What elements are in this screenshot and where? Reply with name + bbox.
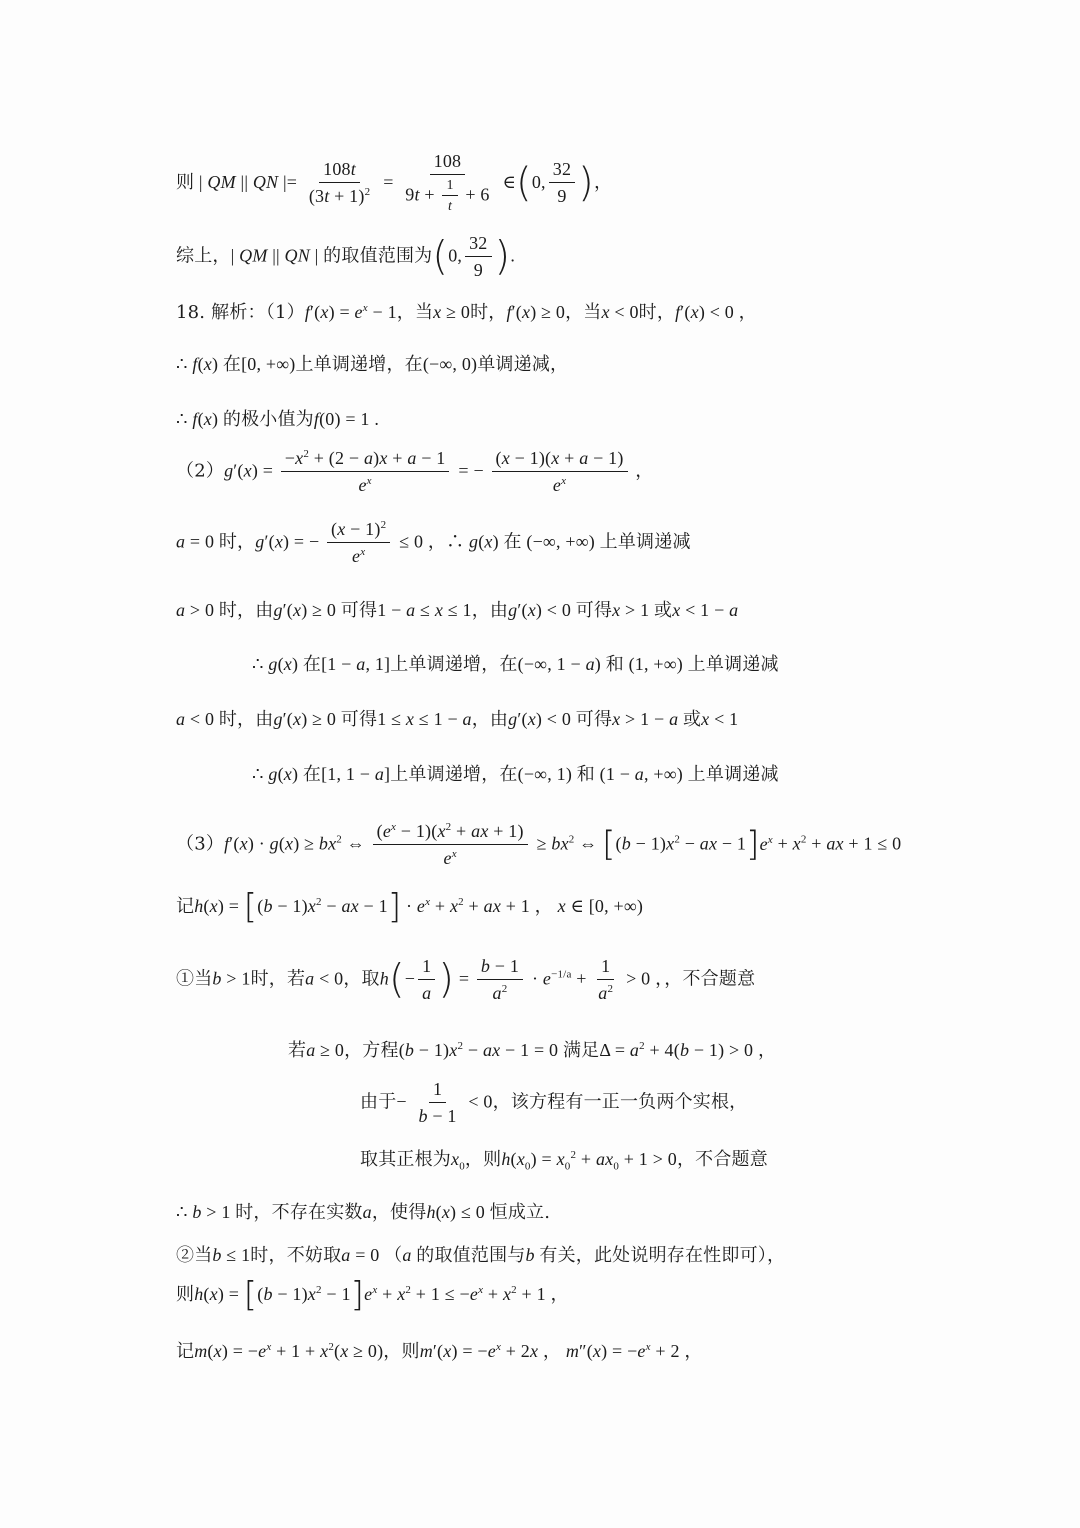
line-18-part1-derivative: 18. 解析：$(1)f'(x) = e^x - 1$，当x ≥ 0时，f′(x) ≥ 0，当x < 0时，f′(x) < 0 ， (176, 302, 757, 323)
line-define-h: 记$h(x) = [(b - 1)x^2$ − ax − $1] \cdot e^x + x^2$ + ax + 1 ， x ∈ [0, +∞) (176, 887, 644, 927)
line-a-positive-monotonic: ∴ g(x) 在[1 − a, 1]上单调递增，在(−∞, 1 − a) 和 (1, +∞) 上单调递减 (252, 654, 779, 675)
line-case1-b-gt-1: ①当b > 1时，若a < 0，取h(− $\frac{1}{a}$ ) = $\frac{b - 1}{a^2}$ · $e^{-1/a}$ + $\frac{1}{a^2}$ > 0 ，，不合题意 (176, 956, 756, 1003)
line-part3-inequality: $(3)f'(x) \cdot g(x) \ge bx^2$ ⇔ $\frac{(e^x - 1)(x^2 + ax + 1)}{e^x}$ ≥ $bx^2$ ⇔ [$(b - 1)x^2$ − ax − $1]e^x + x^2$ + ax + 1 ≤ 0 (176, 821, 902, 868)
line-part2-g-derivative: （2）g′(x) = $\frac{-x^2 + (2 - a)x + a - 1}{e^x}$ = − $\frac{(x - 1)(x + a - 1)}{e^x}$ ， (176, 448, 654, 495)
line-f-minimum: ∴ f(x) 的极小值为f(0) = 1 . (176, 409, 380, 430)
line-a-negative-case: a < 0 时，由g′(x) ≥ 0 可得1 ≤ x ≤ 1 − a，由g′(x) < 0 可得x > 1 − a 或x < 1 (176, 709, 739, 730)
line-f-monotonic: ∴ f(x) 在[0, +∞)上单调递增，在(−∞, 0)单调递减， (176, 354, 569, 375)
line-a-negative-monotonic: ∴ g(x) 在[1, 1 − a]上单调递增，在(−∞, 1) 和 (1 − a, +∞) 上单调递减 (252, 764, 779, 785)
line-case1-conclusion: ∴ b > 1 时，不存在实数a，使得h(x) ≤ 0 恒成立. (176, 1202, 551, 1223)
line-define-m: 记$m(x) = -e^x + 1 + x^2(x \ge 0)$，则$m'(x) = -e^x + 2x$ ， $m''(x) = -e^x + 2$ ， (176, 1341, 703, 1362)
line-a-positive-case: a > 0 时，由g′(x) ≥ 0 可得1 − a ≤ x ≤ 1，由g′(x) < 0 可得x > 1 或x < 1 − a (176, 600, 739, 621)
line-case2-b-le-1: ②当b ≤ 1时，不妨取a = 0 （a 的取值范围与b 有关，此处说明存在性即可）， (176, 1245, 786, 1266)
line-qm-qn-expression: 则 | QM || QN |= $\frac{108t}{(3t + 1)^2}$ = 108 9t + $\frac{1}{t}$ + 6 ∈(0, $\frac{32}{9}$ )， (176, 151, 613, 214)
line-case1-a-nonneg: 若a ≥ 0，方程$(b - 1)x^2$ − ax − 1 = 0 满足$\Delta = a^2 + 4(b - 1) > 0$ ， (288, 1040, 777, 1061)
line-case1-positive-root: 取其正根为$x_0$，则$h(x_0) = x_0^2 + ax_0 + 1 > 0$，不合题意 (360, 1149, 768, 1173)
line-a-zero-case: a = 0 时，g′(x) = − $\frac{(x - 1)^2}{e^x}$ ≤ 0 ，∴ g(x) 在 (−∞, +∞) 上单调递减 (176, 519, 691, 566)
line-summary-range: 综上，| QM || QN | 的取值范围为(0, $\frac{32}{9}$ ). (176, 233, 516, 280)
line-case1-roots: 由于− $\frac{1}{b - 1}$ < 0，该方程有一正一负两个实根， (360, 1079, 748, 1126)
line-case2-h-bound: 则$h(x) = [(b - 1)x^2 - 1]e^x + x^2 + 1 \le -e^x + x^2 + 1$ ， (176, 1275, 569, 1315)
